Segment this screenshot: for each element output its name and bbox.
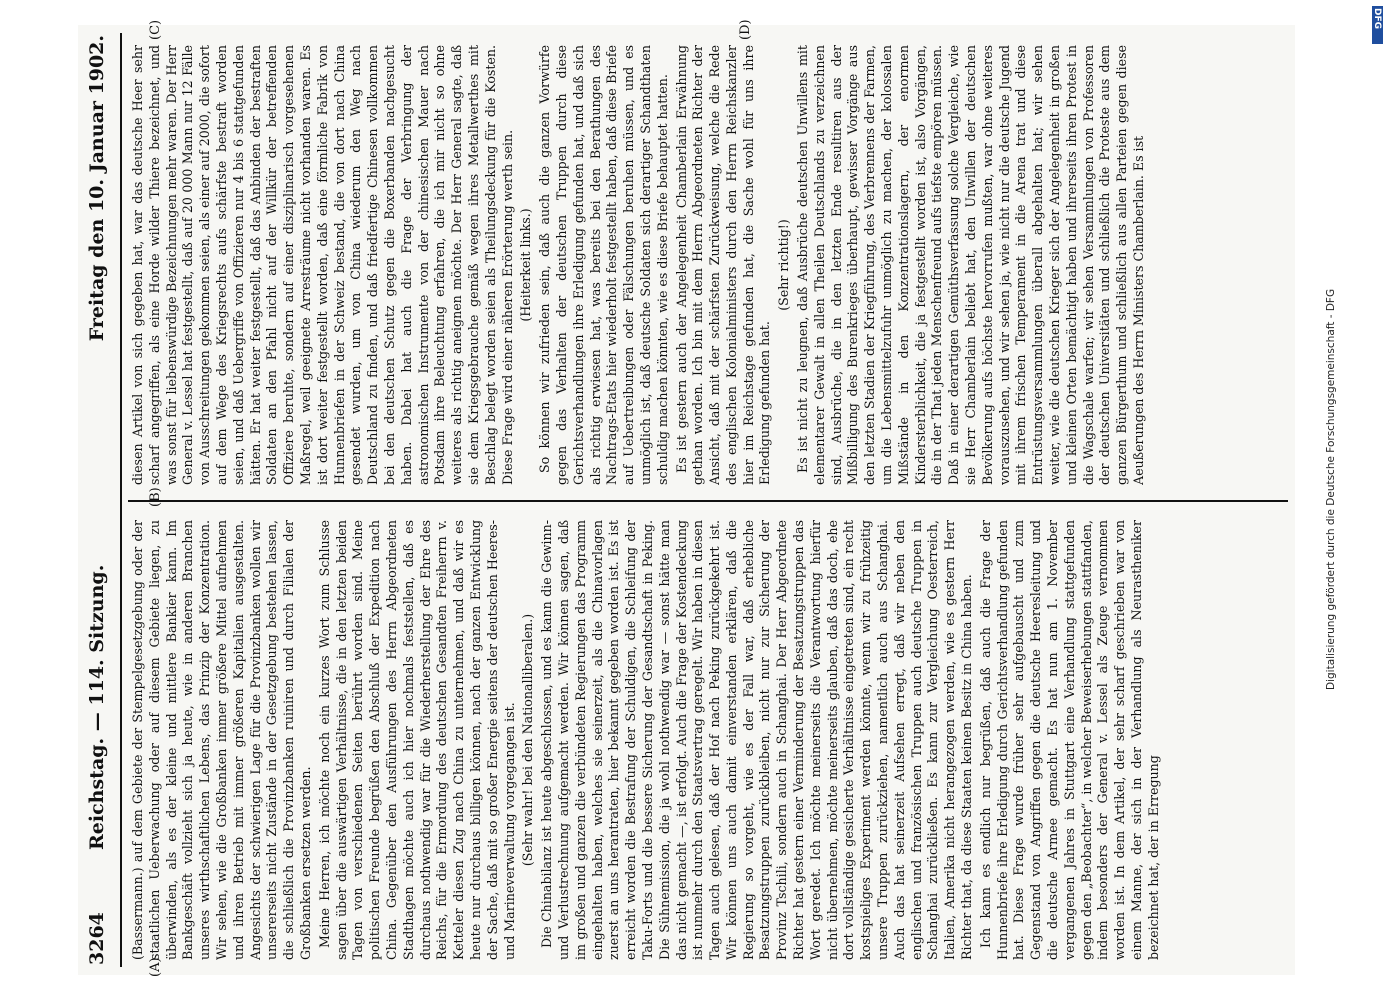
margin-marker-d: (D) [738,19,753,40]
right-column [130,45,1280,485]
margin-marker-a: (A) [148,957,163,977]
dfg-logo [1372,6,1383,44]
paragraph: (Bassermann.) auf dem Gebiete der Stempelgesetzgebung oder der staatlichen Ueberwachung oder auf diesem Gebiete liegen, zu überwinden, als es der kleine und mittlere Bankier kann. Im Bankgeschäft vollzieht sich ja heute, wie in anderen Branchen unseres wirthschaftlichen Lebens, das Prinzip der Konzentration. Wir sehen, wie die Großbanken immer größere Mittel aufnehmen und ihren Betrieb mit immer größeren Kapitalien ausgestalten. Angesichts der schwierigen Lage für die Provinzbanken wollen wir unsererseits nicht Zustände in der Gesetzgebung bestehen lassen, die schließlich die Provinzbanken ruiniren und durch Filialen der Großbanken ersetzen werden. [130,520,313,960]
column-divider [128,500,1288,502]
paragraph: Meine Herren, ich möchte noch ein kurzes Wort zum Schlusse sagen über die auswärtigen Verhältnisse, die in den letzten beiden Tagen von verschiedenen Seiten berührt worden sind. Meine politischen Freunde begrüßen den Abschluß der Expedition nach China. Gegenüber den Ausführungen des Herrn Abgeordneten Stadthagen möchte auch ich hier nochmals feststellen, daß es durchaus nothwendig war für die Wiederherstellung der Ehre des Reichs, für die Ermordung des deutschen Gesandten Freiherrn v. Ketteler diesen Zug nach China zu unternehmen, und daß wir es heute nur durchaus billigen können, nach der ganzen Entwicklung der Sache, daß mit so großer Energie seitens der deutschen Heeres- und Marineverwaltung vorgegangen ist. [316,520,517,960]
digitization-credit: Digitalisierung gefördert durch die Deutsche Forschungsgemeinschaft - DFG [1325,288,1337,690]
rotated-page-content [78,19,1295,977]
page-number: 3264 [86,912,108,965]
paragraph: diesen Artikel von sich gegeben hat, war das deutsche Heer sehr scharf angegriffen, als eine Horde wilder Thiere bezeichnet, und was sonst für liebenswürdige Bezeichnungen mehr waren. Der Herr General v. Lessel hat festgestellt, daß auf 20 000 Mann nur 12 Fälle von Ausschreitungen gekommen seien, als einer auf 2000, die sofort auf dem Wege des Kriegsrechts aufs schärfste bestraft worden seien, und daß Uebergriffe von Offizieren nur 4 bis 6 stattgefunden hätten. Er hat weiter festgestellt, daß das Anbinden der bestraften Soldaten an den Pfahl nicht auf der Willkür der betreffenden Offiziere beruhte, sondern auf einer disziplinarisch vorgesehenen Maßregel, weil geeignete Arresträume nicht vorhanden waren. Es ist dort weiter festgestellt worden, daß eine förmliche Fabrik von Hunnenbriefen in der Schweiz bestand, die von dort nach China gesendet wurden, um von China wiederum den Weg nach Deutschland zu finden, und daß friedfertige Chinesen vollkommen bei den deutschen Schutz gegen die Boxerbanden nachgesucht haben. Dabei hat auch die Frage der Verbringung der astronomischen Instrumente von der chinesischen Mauer nach Potsdam ihre Beleuchtung erfahren, die ich mir nicht so ohne weiteres als richtig aneignen möchte. Der Herr General sagte, daß sie dem Kriegsgebrauche gemäß wegen ihres Metallwerthes mit Beschlag belegt worden seien als Theilungsdeckung für die Kosten. Diese Frage wird einer näheren Erörterung werth sein. [130,45,515,485]
paragraph: Es ist gestern auch der Angelegenheit Chamberlain Erwähnung gethan worden. Ich bin mit dem Herrn Abgeordneten Richter der Ansicht, daß mit der schärfsten Zurückweisung, welche die Rede des englischen Kolonialministers durch den Herrn Reichskanzler hier im Reichstage gefunden hat, die Sache wohl für uns ihre Erledigung gefunden hat. [673,45,773,485]
page-header [86,35,116,965]
paragraph: Ich kann es endlich nur begrüßen, daß auch die Frage der Hunnenbriefe ihre Erledigung durch Gerichtsverhandlung gefunden hat. Diese Frage wurde früher sehr aufgebauscht und zum Gegenstand von Angriffen gegen die deutsche Heeresleitung und die deutsche Armee gemacht. Es hat nun am 1. November vergangenen Jahres in Stuttgart eine Verhandlung stattgefunden gegen den „Beobachter“, in welcher Beweiserhebungen stattfanden, indem besonders der General v. Lessel als Zeuge vernommen worden ist. In dem Artikel, der sehr scharf geschrieben war von einem Manne, der sich in der Verhandlung als Neurastheniker bezeichnet hat, der in Erregung [977,520,1161,960]
dfg-logo-text: DFG [1372,8,1382,30]
header-right-title: Freitag den 10. Januar 1902. [86,35,108,342]
paragraph: (Heiterkeit links.) [518,208,534,322]
paragraph: Die Chinabilanz ist heute abgeschlossen, und es kann die Gewinn- und Verlustrechnung aufgemacht werden. Wir können sagen, daß im großen und ganzen die verbündeten Regierungen das Programm eingehalten haben, welches sie seinerzeit, als die Chinavorlagen zuerst an uns herantraten, hier bekannt gegeben worden ist. Es ist erreicht worden die Bestrafung der Schuldigen, die Schleifung der Taku-Forts und die bessere Sicherung der Gesandtschaft in Peking. Die Sühnemission, die ja wohl nothwendig war — sonst hätte man das nicht gemacht —, ist erfolgt. Auch die Frage der Kostendeckung ist nunmehr durch den Staatsvertrag geregelt. Wir haben in diesen Tagen auch gelesen, daß der Hof nach Peking zurückgekehrt ist. Wir können uns auch damit einverstanden erklären, daß die Regierung so vorgeht, wie es der Fall war, daß erhebliche Besatzungstruppen zurückbleiben, nicht nur zur Sicherung der Provinz Tschili, sondern auch in Schanghai. Der Herr Abgeordnete Richter hat gestern einer Verminderung der Besatzungstruppen das Wort geredet. Ich möchte meinerseits die Verantwortung hierfür nicht übernehmen, möchte meinerseits glauben, daß das doch, ehe dort vollständige gesicherte Verhältnisse eingetreten sind, ein recht kostspieliges Experiment werden könnte, wenn wir zu frühzeitig unsere Truppen zurückziehen, namentlich auch aus Schanghai. Auch das hat seinerzeit Aufsehen erregt, daß wir neben den englischen und französischen Truppen auch deutsche Truppen in Schanghai zurückließen. Es kann zur Vergleichung Oesterreich, Italien, Amerika nicht herangezogen werden, wie es gestern Herr Richter that, da diese Staaten keinen Besitz in China haben. [539,520,975,960]
margin-marker-b: (B) [148,487,163,507]
left-column [130,520,1280,960]
paragraph: So können wir zufrieden sein, daß auch die ganzen Vorwürfe gegen das Verhalten der deutschen Truppen durch diese Gerichtsverhandlungen ihre Erledigung gefunden hat, und daß sich als richtig erwiesen hat, was bereits bei den Berathungen des Nachtrags-Etats hier wiederholt festgestellt haben, daß diese Briefe auf Uebertreibungen oder Fälschungen beruhen müssen, und es unmöglich ist, daß deutsche Soldaten sich derartiger Schandthaten schuldig machen könnten, wie es diese Briefe behauptet hatten. [537,45,670,485]
paragraph: (Sehr wahr! bei den Nationalliberalen.) [520,613,536,867]
paragraph: Es ist nicht zu leugnen, daß Ausbrüche deutschen Unwillens mit elementarer Gewalt in allen Theilen Deutschlands zu verzeichnen sind, Ausbrüche, die in den letzten Ende resultiren aus der Mißbilligung des Burenkrieges überhaupt, gewisser Vorgänge aus den letzten Stadien der Kriegführung, des Verbrennens der Farmen, um die Lebensmittelzufuhr unmöglich zu machen, der kolossalen Mißstände in den Konzentrationslagern, der enormen Kindersterblichkeit, die ja festgestellt worden ist, also Vorgängen, die in der That jeden Menschenfreund aufs tiefste empören müssen. Daß in einer derartigen Gemüthsverfassung solche Vergleiche, wie sie Herr Chamberlain beliebt hat, den Unwillen der deutschen Bevölkerung aufs höchste hervorrufen mußten, war ohne weiteres vorauszusehen, und wir sehen ja, wie nicht nur die deutsche Jugend mit ihrem frischen Temperament in die Arena trat und diese Entrüstungsversammlungen überall abgehalten hat; wir sehen weiter, wie die deutschen Krieger sich der Angelegenheit in großen und kleinen Orten bemächtigt haben und ihrerseits ihren Protest in die Wagschale warfen; wir sehen Versammlungen von Professoren der deutschen Universitäten und schließlich die Proteste aus dem ganzen Bürgerthum und schließlich aus allen Parteien gegen diese Aeußerungen des Herrn Ministers Chamberlain. Es ist [795,45,1147,485]
paragraph: (Sehr richtig!) [776,219,792,311]
header-left-title: Reichstag. — 114. Sitzung. [86,564,108,850]
margin-marker-c: (C) [148,19,163,40]
header-rule [120,33,122,967]
